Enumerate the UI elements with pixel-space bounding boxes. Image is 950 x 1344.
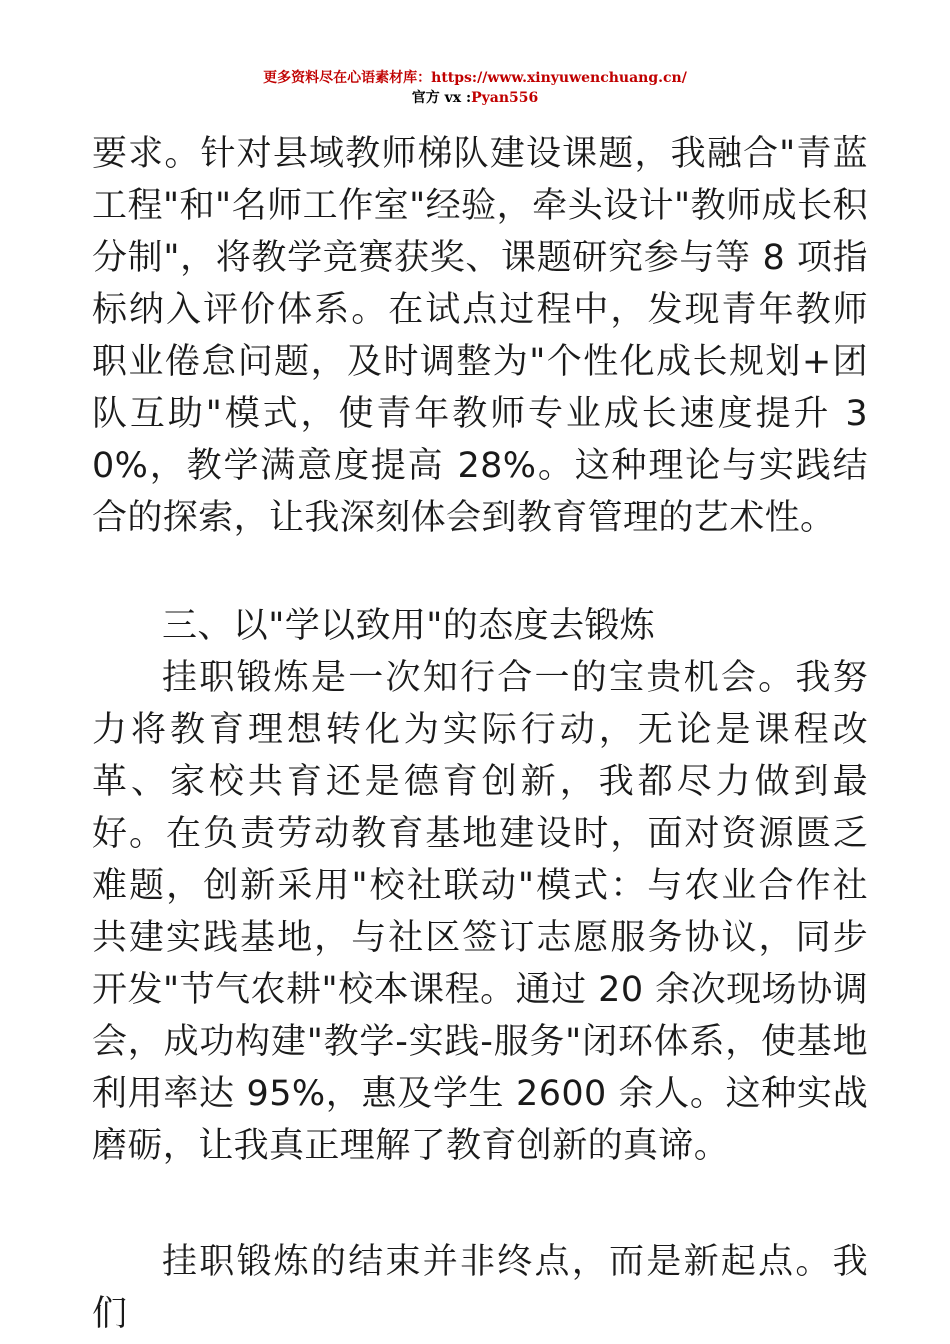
header-contact-handle: Pyan556 (471, 90, 539, 106)
header-contact-line (0, 88, 950, 108)
document-body (92, 128, 868, 1340)
paragraph-practice: 挂职锻炼是一次知行合一的宝贵机会。我努力将教育理想转化为实际行动，无论是课程改革、家校共育还是德育创新，我都尽力做到最好。在负责劳动教育基地建设时，面对资源匮乏难题，创新采用"校社联动"模式：与农业合作社共建实践基地，与社区签订志愿服务协议，同步开发"节气农耕"校本课程。通过 20 余次现场协调会，成功构建"教学-实践-服务"闭环体系，使基地利用率达 95%，惠及学生 2600 余人。这种实战磨砺，让我真正理解了教育创新的真谛。 (92, 658, 868, 1166)
header-promo-line: 更多资料尽在心语素材库：https://www.xinyuwenchuang.cn/ (263, 70, 687, 86)
section-heading: 三、以"学以致用"的态度去锻炼 (162, 606, 656, 646)
header-contact-label: 官方 vx : (411, 90, 472, 106)
paragraph-spacer (92, 1172, 868, 1236)
page-header (0, 68, 950, 108)
paragraph-closing: 挂职锻炼的结束并非终点，而是新起点。我们 (92, 1242, 868, 1334)
paragraph-spacer (92, 544, 868, 600)
paragraph-continuation: 要求。针对县域教师梯队建设课题，我融合"青蓝工程"和"名师工作室"经验，牵头设计"教师成长积分制"，将教学竞赛获奖、课题研究参与等 8 项指标纳入评价体系。在试点过程中，发现青年教师职业倦怠问题，及时调整为"个性化成长规划+团队互助"模式，使青年教师专业成长速度提升 30%，教学满意度提高 28%。这种理论与实践结合的探索，让我深刻体会到教育管理的艺术性。 (92, 134, 868, 538)
